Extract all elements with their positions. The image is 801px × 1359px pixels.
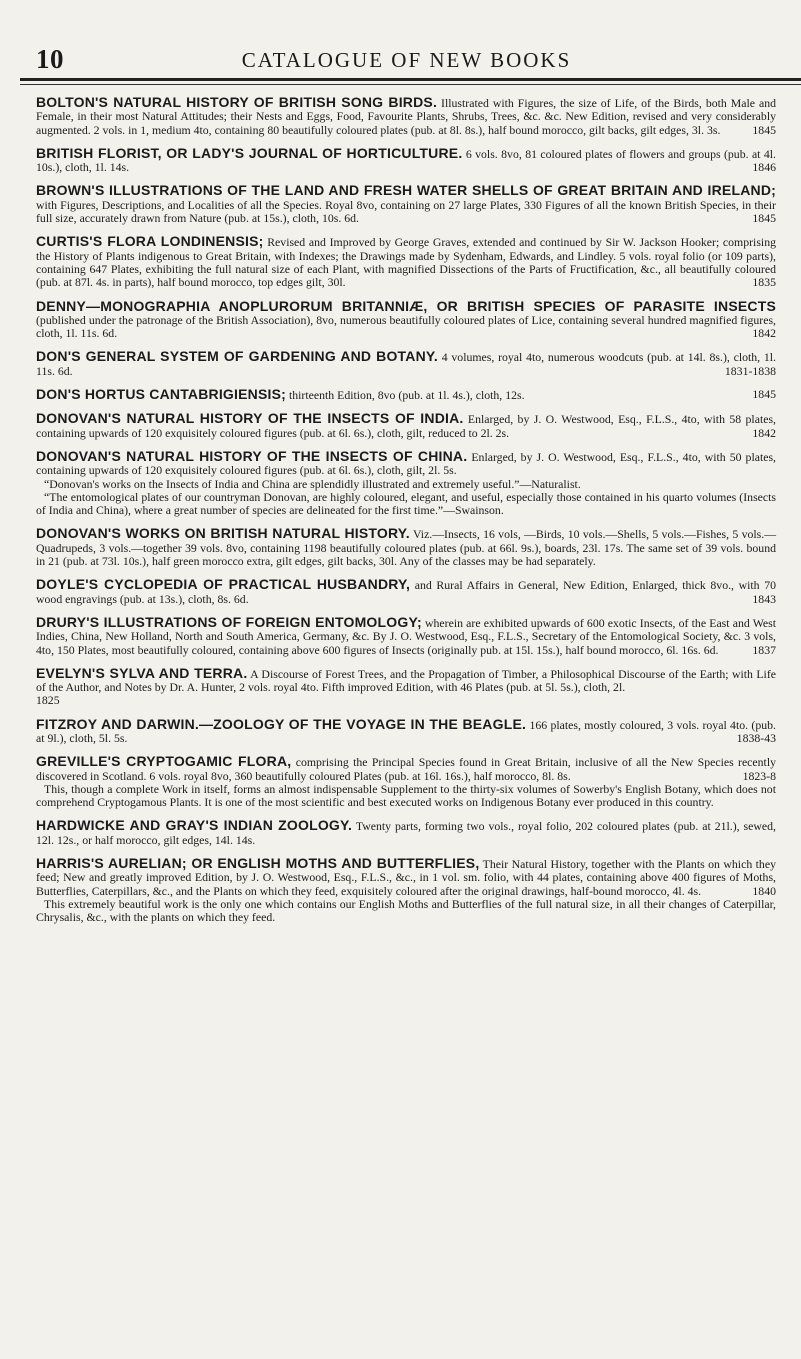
catalogue-entry xyxy=(36,857,776,924)
entry-title: EVELYN'S SYLVA AND TERRA. xyxy=(36,664,248,681)
entry-year: 1823-8 xyxy=(742,768,776,783)
entry-title: DON'S HORTUS CANTABRIGIENSIS; xyxy=(36,386,286,403)
entry-body: 4 volumes, royal 4to, numerous woodcuts (pub. at 14l. 8s.), cloth, 1l. 11s. 6d. xyxy=(36,350,777,378)
catalogue-entry xyxy=(36,350,776,378)
entry-year: 1835 xyxy=(752,275,776,290)
entry-note: This extremely beautiful work is the only one which contains our English Moths and Butterflies of the full natural size, in all their changes of Caterpillar, Chrysalis, &c., with the plants on which they feed. xyxy=(36,896,776,925)
entry-title: DON'S GENERAL SYSTEM OF GARDENING AND BOTANY. xyxy=(36,348,438,365)
entry-year: 1843 xyxy=(752,591,776,606)
entry-title: BRITISH FLORIST, OR LADY'S JOURNAL OF HORTICULTURE. xyxy=(36,144,463,161)
entry-body: Enlarged, by J. O. Westwood, Esq., F.L.S., 4to, with 50 plates, containing upwards of 120 exquisitely coloured figures (pub. at 6l. 6s.), cloth, gilt, 2l. 5s. xyxy=(36,449,777,478)
entry-title: DONOVAN'S NATURAL HISTORY OF THE INSECTS OF INDIA. xyxy=(36,410,464,427)
entry-year: 1845 xyxy=(752,387,776,402)
catalogue-entries xyxy=(36,96,776,935)
catalogue-entry xyxy=(36,184,776,225)
header-rule-thin xyxy=(20,84,801,85)
entry-body: wherein are exhibited upwards of 600 exotic Insects, of the East and West Indies, China, New Holland, North and South America, Germany, &c. By J. O. Westwood, Esq., F.L.S., Secretary of the Entomological Society, &c. 3 vols, 4to, 150 Plates, most beautifully coloured, containing above 600 figures of Insects (originally pub. at 15l. 15s.), half bound morocco, 6l. 16s. 6d. xyxy=(36,615,776,657)
entry-quote: “Donovan's works on the Insects of India and China are splendidly illustrated and extremely useful.”—Naturalist. xyxy=(44,476,581,491)
entry-title: HARDWICKE AND GRAY'S INDIAN ZOOLOGY. xyxy=(36,817,353,834)
catalogue-entry xyxy=(36,819,776,847)
entry-title: GREVILLE'S CRYPTOGAMIC FLORA, xyxy=(36,753,292,770)
entry-body: 6 vols. 8vo, 81 coloured plates of flowers and groups (pub. at 4l. 10s.), cloth, 1l. 14s. xyxy=(36,146,776,175)
catalogue-entry xyxy=(36,144,776,175)
entry-title: BOLTON'S NATURAL HISTORY OF BRITISH SONG BIRDS. xyxy=(36,94,438,110)
catalogue-entry xyxy=(36,664,776,708)
catalogue-entry xyxy=(36,447,777,518)
entry-year: 1825 xyxy=(36,693,60,708)
entry-title: HARRIS'S AURELIAN; OR ENGLISH MOTHS AND BUTTERFLIES, xyxy=(36,855,480,872)
running-head: CATALOGUE OF NEW BOOKS xyxy=(241,48,572,72)
entry-year: 1840 xyxy=(752,883,776,898)
entry-year: 1845 xyxy=(752,211,776,226)
entry-body: Illustrated with Figures, the size of Life, of the Birds, both Male and Female, in their most Natural Attitudes; their Nests and Eggs, Food, Favourite Plants, Shrubs, Trees, &c. &c. New Edition, revised and very considerably augmented. 2 vols. in 1, medium 4to, containing 80 beautifully coloured plates (pub. at 8l. 8s.), half bound morocco, gilt backs, gilt edges, 3l. 3s. xyxy=(36,96,777,137)
entry-body: comprising the Principal Species found in Great Britain, inclusive of all the New Species recently discovered in Scotland. 6 vols. royal 8vo, 360 beautifully coloured Plates (pub. at 16l. 16s.), half morocco, 8l. 8s. xyxy=(36,755,777,783)
entry-body: A Discourse of Forest Trees, and the Propagation of Timber, a Philosophical Discourse of the Earth; with Life of the Author, and Notes by Dr. A. Hunter, 2 vols. royal 4to. Fifth improved Edition, with 46 Plates (pub. at 5l. 5s.), cloth, 2l. xyxy=(36,666,776,695)
entry-quote: “The entomological plates of our countryman Donovan, are highly coloured, elegant, and useful, especially those contained in his quarto volumes (Insects of India and China), where a great number of species are delineated for the first time.”—Swainson. xyxy=(36,489,776,518)
entry-body: Viz.—Insects, 16 vols, —Birds, 10 vols.—Shells, 5 vols.—Fishes, 5 vols.—Quadrupeds, 3 vols.—together 39 vols. 8vo, containing 1198 beautifully coloured plates (pub. at 66l. 9s.), boards, 23l. 17s. The same set of 39 vols. bound in 21 (pub. at 73l. 10s.), half green morocco extra, gilt edges, gilt backs, 30l. Any of the classes may be had separately. xyxy=(36,527,777,569)
entry-title: FITZROY AND DARWIN.—ZOOLOGY OF THE VOYAGE IN THE BEAGLE. xyxy=(36,715,527,732)
entry-year: 1831-1838 xyxy=(724,363,776,378)
entry-title: CURTIS'S FLORA LONDINENSIS; xyxy=(36,233,264,250)
entry-title: DONOVAN'S WORKS ON BRITISH NATURAL HISTORY. xyxy=(36,525,410,542)
entry-year: 1845 xyxy=(752,122,776,137)
entry-body: Revised and Improved by George Graves, extended and continued by Sir W. Jackson Hooker; comprising the History of Plants indigenous to Great Britain, with Indexes; the Drawings made by Sydenham, Edwards, and Lindley. 5 vols. royal folio (or 109 parts), containing 647 Plates, exhibiting the full natural size of each Plant, with magnified Dissections of the Parts of Fructification, &c., all beautifully coloured (pub. at 87l. 4s. in parts), half bound morocco, top edges gilt, 30l. xyxy=(36,235,777,290)
entry-year: 1842 xyxy=(752,326,776,341)
header-rule-thick xyxy=(20,78,801,81)
catalogue-entry xyxy=(36,613,776,657)
entry-body: and Rural Affairs in General, New Edition, Enlarged, thick 8vo., with 70 wood engravings (pub. at 13s.), cloth, 8s. 6d. xyxy=(36,578,776,606)
entry-year: 1837 xyxy=(752,642,776,657)
entry-year: 1838-43 xyxy=(736,730,776,745)
entry-title: DENNY—MONOGRAPHIA ANOPLURORUM BRITANNIÆ, OR BRITISH SPECIES OF PARASITE INSECTS xyxy=(36,297,776,314)
page-number: 10 xyxy=(36,44,64,74)
catalogue-entry xyxy=(36,96,776,137)
entry-body: thirteenth Edition, 8vo (pub. at 1l. 4s.), cloth, 12s. xyxy=(288,388,525,403)
entry-body: Enlarged, by J. O. Westwood, Esq., F.L.S., 4to, with 58 plates, containing upwards of 120 exquisitely coloured figures (pub. at 6l. 6s.), cloth, gilt, reduced to 2l. 2s. xyxy=(36,412,776,440)
entry-year: 1842 xyxy=(752,425,776,440)
entry-body: 166 plates, mostly coloured, 3 vols. royal 4to. (pub. at 9l.), cloth, 5l. 5s. xyxy=(36,717,776,745)
catalogue-entry xyxy=(36,235,776,289)
entry-note: This, though a complete Work in itself, forms an almost indispensable Supplement to the thirty-six volumes of Sowerby's English Botany, which does not comprehend Cryptogamous Plants. It is one of the most scientific and best executed works on Indigenous Botany ever produced in this country. xyxy=(36,781,776,810)
entry-title: DOYLE'S CYCLOPEDIA OF PRACTICAL HUSBANDRY, xyxy=(36,576,411,593)
catalogue-entry xyxy=(36,578,776,606)
entry-title: DONOVAN'S NATURAL HISTORY OF THE INSECTS OF CHINA. xyxy=(36,447,468,464)
entry-title: BROWN'S ILLUSTRATIONS OF THE LAND AND FRESH WATER SHELLS OF GREAT BRITAIN AND IRELAND; xyxy=(36,182,776,199)
catalogue-entry xyxy=(36,527,776,568)
catalogue-entry xyxy=(36,715,776,746)
entry-year: 1846 xyxy=(752,160,776,175)
entry-body: Twenty parts, forming two vols., royal folio, 202 coloured plates (pub. at 21l.), sewed, 12l. 12s., or half morocco, gilt edges, 14l. 14s. xyxy=(36,819,776,847)
entry-title: DRURY'S ILLUSTRATIONS OF FOREIGN ENTOMOLOGY; xyxy=(36,613,422,630)
catalogue-entry xyxy=(36,755,776,809)
catalogue-entry xyxy=(36,412,776,440)
entry-body: Their Natural History, together with the Plants on which they feed; New and greatly improved Edition, by J. O. Westwood, Esq., F.L.S., &c., in 1 vol. sm. folio, with 44 plates, containing above 400 figures of Moths, Butterflies, Caterpillars, &c., and the Plants on which they feed, exquisitely coloured after the original drawings, half-bound morocco, 4l. 4s. xyxy=(36,857,776,898)
catalogue-entry xyxy=(36,297,776,341)
entry-body: with Figures, Descriptions, and Localities of all the Species. Royal 8vo, containing on 27 large Plates, 330 Figures of all the known British Species, in their full size, accurately drawn from Nature (pub. at 15s.), cloth, 10s. 6d. xyxy=(36,197,776,226)
catalogue-entry xyxy=(36,388,776,402)
entry-body: (published under the patronage of the British Association), 8vo, numerous beautifully coloured plates of Lice, containing several hundred magnified figures, cloth, 1l. 11s. 6d. xyxy=(36,312,776,341)
